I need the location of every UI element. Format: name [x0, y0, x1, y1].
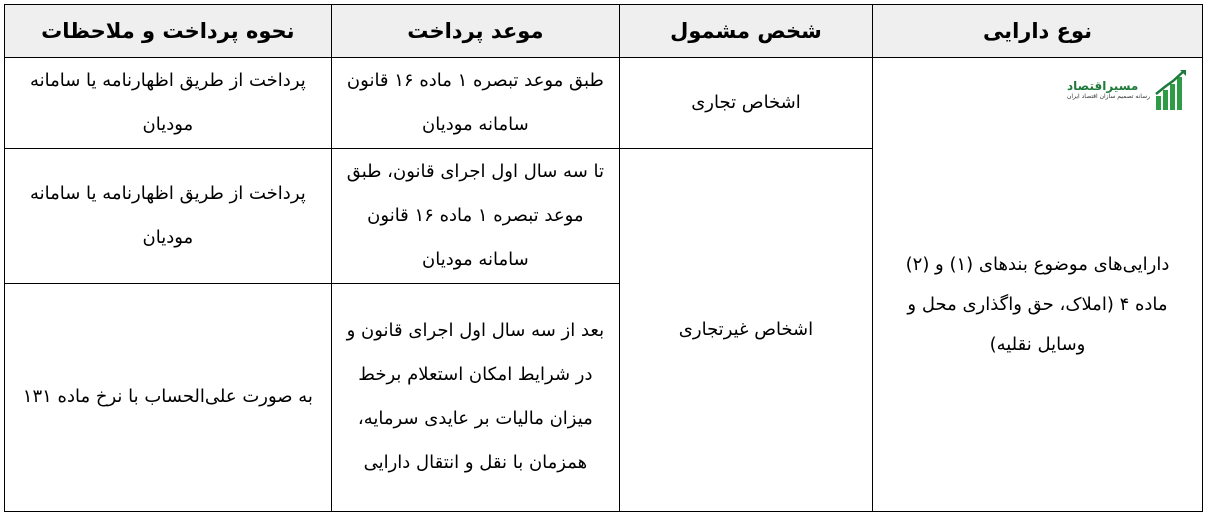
payment-method-cell: پرداخت از طریق اظهارنامه یا سامانه مودیان [5, 148, 332, 283]
masir-eghtesad-logo [1067, 68, 1190, 112]
logo-tagline: رسانه تصمیم سازان اقتصاد ایران [1066, 93, 1150, 100]
asset-description: دارایی‌های موضوع بندهای (۱) و (۲) ماده ۴ (املاک، حق واگذاری محل و وسایل نقلیه) [905, 253, 1170, 355]
header-payment-method: نحوه پرداخت و ملاحظات [5, 5, 332, 58]
payment-method-cell: پرداخت از طریق اظهارنامه یا سامانه مودیان [5, 58, 332, 149]
table-row [5, 58, 1203, 149]
payment-time-cell: طبق موعد تبصره ۱ ماده ۱۶ قانون سامانه مودیان [331, 58, 619, 149]
payment-time-cell: تا سه سال اول اجرای قانون، طبق موعد تبصره ۱ ماده ۱۶ قانون سامانه مودیان [331, 148, 619, 283]
person-commercial-cell: اشخاص تجاری [619, 58, 872, 149]
logo-name: مسیراقتصاد [1066, 79, 1139, 93]
growth-chart-logo-icon [1154, 68, 1190, 112]
header-row [5, 5, 1203, 58]
person-non-commercial-cell: اشخاص غیرتجاری [619, 148, 872, 511]
asset-description-cell [872, 58, 1202, 512]
payment-method-cell: به صورت علی‌الحساب با نرخ ماده ۱۳۱ [5, 283, 332, 511]
header-covered-person: شخص مشمول [619, 5, 872, 58]
header-payment-time: موعد پرداخت [331, 5, 619, 58]
payment-time-cell: بعد از سه سال اول اجرای قانون و در شرایط امکان استعلام برخط میزان مالیات بر عایدی سرمایه، همزمان با نقل و انتقال دارایی [331, 283, 619, 511]
header-asset-type: نوع دارایی [872, 5, 1202, 58]
asset-tax-table [4, 4, 1203, 512]
